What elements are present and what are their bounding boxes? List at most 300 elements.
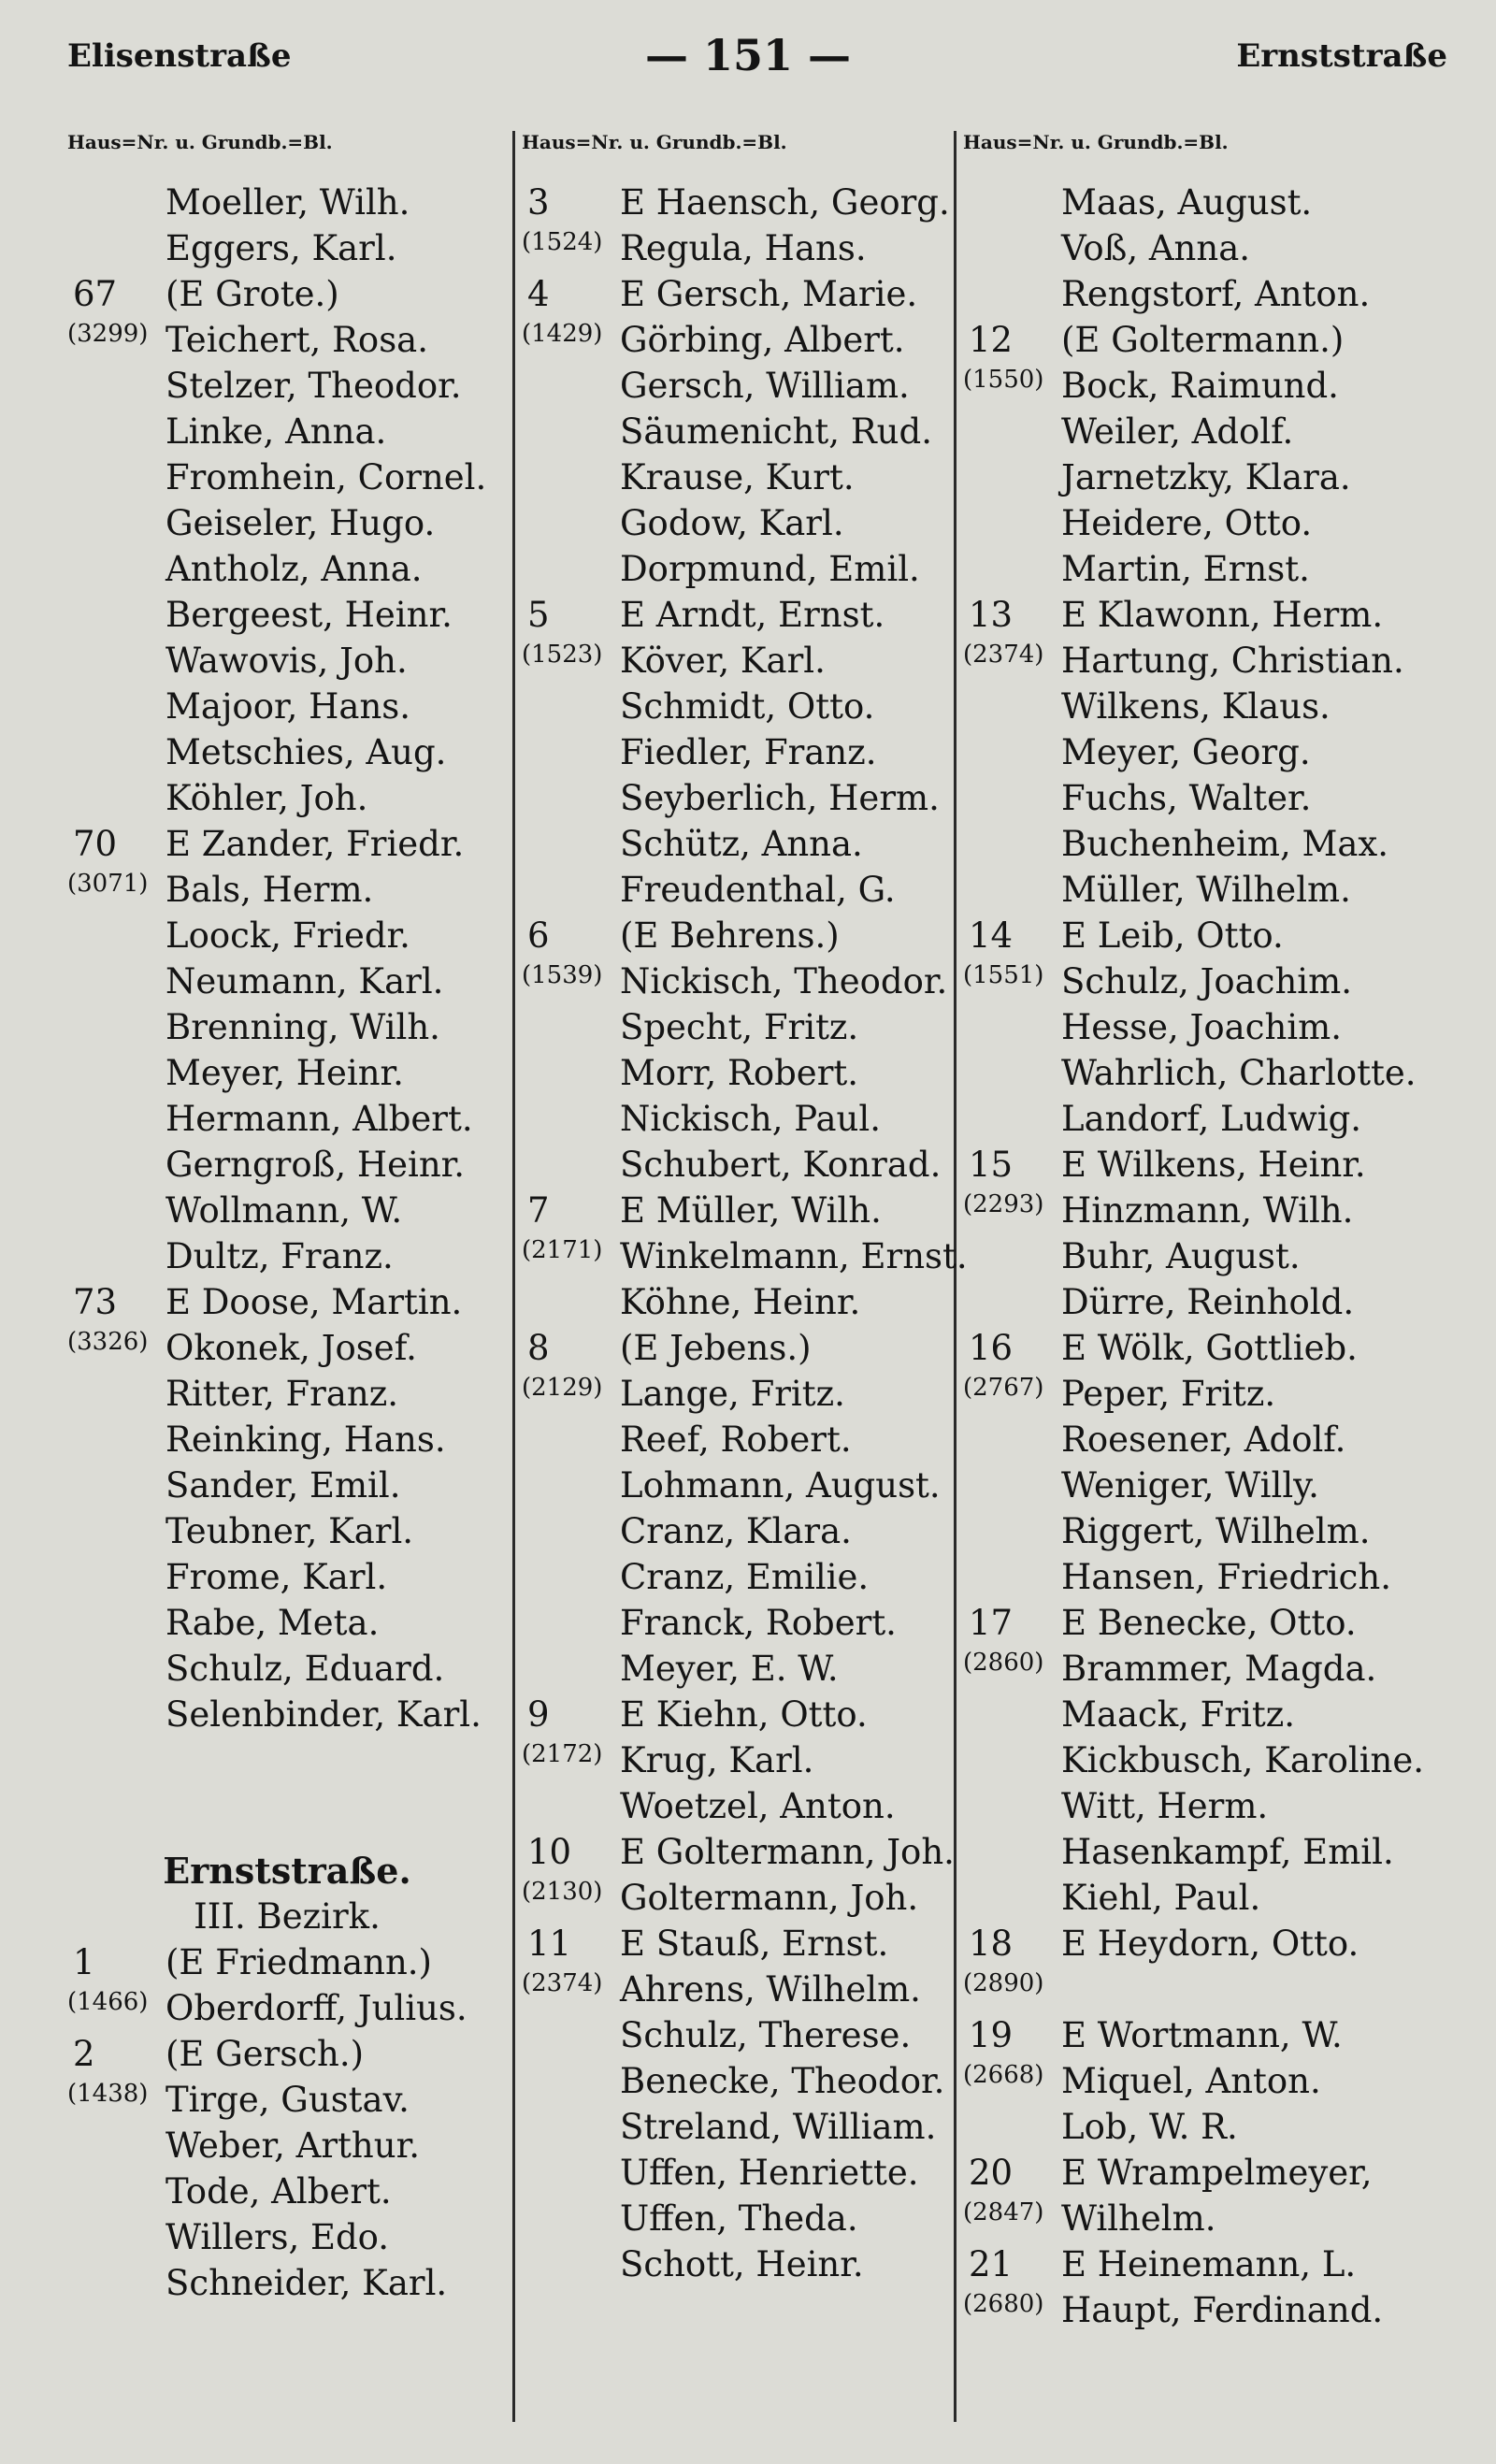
directory-entry — [963, 1279, 1459, 1325]
directory-entry — [67, 729, 507, 775]
resident-name: Müller, Wilhelm. — [1061, 870, 1351, 910]
entry-list — [67, 180, 507, 1737]
resident-name: Schütz, Anna. — [620, 824, 863, 864]
directory-entry — [522, 271, 961, 317]
directory-entry — [963, 1233, 1459, 1279]
resident-name: Maack, Fritz. — [1061, 1694, 1295, 1735]
house-number: 16 — [969, 1328, 1014, 1368]
directory-entry — [67, 1554, 507, 1600]
directory-entry — [963, 1188, 1459, 1233]
running-head-left: Elisenstraße — [67, 37, 292, 75]
land-register-number: (1466) — [67, 1988, 149, 2016]
resident-name: Rengstorf, Anton. — [1061, 274, 1371, 314]
directory-entry — [963, 592, 1459, 638]
directory-entry — [522, 1875, 961, 1921]
directory-entry — [963, 2058, 1459, 2104]
house-number: 17 — [969, 1603, 1014, 1643]
resident-name: Teubner, Karl. — [165, 1511, 414, 1551]
resident-name: Teichert, Rosa. — [165, 320, 429, 360]
directory-entry — [963, 1829, 1459, 1875]
resident-name: Dultz, Franz. — [165, 1236, 394, 1276]
directory-entry — [67, 684, 507, 729]
directory-entry — [522, 1600, 961, 1646]
directory-entry — [522, 1737, 961, 1783]
land-register-number: (2130) — [522, 1878, 603, 1906]
resident-name: Lob, W. R. — [1061, 2107, 1238, 2147]
resident-name: Roesener, Adolf. — [1061, 1419, 1346, 1460]
house-number: 9 — [527, 1694, 550, 1735]
directory-entry — [522, 1692, 961, 1737]
house-number: 20 — [969, 2153, 1014, 2193]
directory-entry — [67, 821, 507, 867]
resident-name: (E Gersch.) — [165, 2034, 365, 2074]
directory-entry — [522, 1646, 961, 1692]
land-register-number: (2680) — [963, 2290, 1044, 2318]
directory-entry — [522, 1233, 968, 1279]
directory-entry — [522, 180, 961, 225]
resident-name: Uffen, Henriette. — [620, 2153, 919, 2193]
section-title: Ernststraße. — [163, 1850, 411, 1892]
resident-name: Gersch, William. — [620, 366, 910, 406]
resident-name: (E Goltermann.) — [1061, 320, 1345, 360]
directory-entry — [963, 271, 1459, 317]
resident-name: E Doose, Martin. — [165, 1282, 463, 1322]
directory-entry — [963, 684, 1459, 729]
directory-entry — [67, 775, 507, 821]
land-register-number: (3299) — [67, 320, 149, 348]
directory-entry — [67, 913, 507, 958]
directory-entry — [67, 2169, 507, 2214]
resident-name: Ahrens, Wilhelm. — [620, 1969, 921, 2010]
running-head-right: Ernststraße — [1236, 37, 1447, 75]
resident-name: Reef, Robert. — [620, 1419, 852, 1460]
directory-entry — [963, 1921, 1459, 1967]
resident-name: Schneider, Karl. — [165, 2263, 448, 2303]
land-register-number: (1551) — [963, 961, 1044, 989]
resident-name: Selenbinder, Karl. — [165, 1694, 482, 1735]
land-register-number: (3071) — [67, 870, 149, 898]
directory-entry — [67, 409, 507, 454]
directory-entry — [522, 1829, 961, 1875]
resident-name: Dorpmund, Emil. — [620, 549, 920, 589]
resident-name: Riggert, Wilhelm. — [1061, 1511, 1371, 1551]
resident-name: Stelzer, Theodor. — [165, 366, 462, 406]
resident-name: Meyer, Georg. — [1061, 732, 1311, 772]
directory-entry — [963, 821, 1459, 867]
resident-name: Oberdorff, Julius. — [165, 1988, 468, 2028]
resident-name: E Stauß, Ernst. — [620, 1924, 889, 1964]
resident-name: Eggers, Karl. — [165, 228, 397, 268]
resident-name: Miquel, Anton. — [1061, 2061, 1321, 2101]
house-number: 3 — [527, 182, 550, 223]
directory-entry — [522, 1279, 961, 1325]
resident-name: Tode, Albert. — [165, 2171, 392, 2212]
directory-entry — [522, 1783, 961, 1829]
resident-name: Witt, Herm. — [1061, 1786, 1269, 1826]
directory-entry — [963, 867, 1459, 913]
resident-name: Schubert, Konrad. — [620, 1145, 942, 1185]
land-register-number: (1429) — [522, 320, 603, 348]
directory-entry — [522, 1967, 961, 2012]
directory-entry — [963, 546, 1459, 592]
directory-entry — [522, 1463, 961, 1508]
resident-name: Buhr, August. — [1061, 1236, 1301, 1276]
resident-name: Rabe, Meta. — [165, 1603, 380, 1643]
directory-entry — [963, 2150, 1459, 2196]
resident-name: Dürre, Reinhold. — [1061, 1282, 1355, 1322]
directory-entry — [522, 638, 961, 684]
land-register-number: (2767) — [963, 1374, 1044, 1402]
directory-entry — [522, 2241, 961, 2287]
directory-entry — [963, 1325, 1459, 1371]
house-number: 15 — [969, 1145, 1014, 1185]
resident-name: Goltermann, Joh. — [620, 1878, 919, 1918]
resident-name: Kickbusch, Karoline. — [1061, 1740, 1425, 1780]
directory-entry — [963, 1967, 1459, 2012]
directory-entry — [963, 775, 1459, 821]
house-number: 11 — [527, 1924, 572, 1964]
land-register-number: (1438) — [67, 2080, 149, 2108]
directory-entry — [522, 2058, 961, 2104]
directory-entry — [67, 271, 507, 317]
directory-entry — [67, 1985, 507, 2031]
directory-entry — [963, 1371, 1459, 1417]
resident-name: Gerngroß, Heinr. — [165, 1145, 466, 1185]
resident-name: Okonek, Josef. — [165, 1328, 417, 1368]
resident-name: Hinzmann, Wilh. — [1061, 1190, 1354, 1231]
directory-entry — [522, 1417, 961, 1463]
directory-entry — [963, 729, 1459, 775]
directory-entry — [67, 1508, 507, 1554]
land-register-number: (2890) — [963, 1969, 1044, 1997]
directory-entry — [67, 1463, 507, 1508]
resident-name: E Kiehn, Otto. — [620, 1694, 868, 1735]
resident-name: Wahrlich, Charlotte. — [1061, 1053, 1417, 1093]
directory-entry — [67, 638, 507, 684]
resident-name: Görbing, Albert. — [620, 320, 905, 360]
column-1 — [67, 131, 507, 2306]
directory-entry — [963, 454, 1459, 500]
directory-entry — [67, 1004, 507, 1050]
directory-entry — [67, 454, 507, 500]
resident-name: Weniger, Willy. — [1061, 1465, 1319, 1506]
resident-name: E Wölk, Gottlieb. — [1061, 1328, 1358, 1368]
resident-name: Regula, Hans. — [620, 228, 867, 268]
resident-name: Streland, William. — [620, 2107, 937, 2147]
directory-entry — [522, 821, 961, 867]
house-number: 7 — [527, 1190, 550, 1231]
directory-entry — [522, 546, 961, 592]
directory-entry — [963, 2012, 1459, 2058]
directory-entry — [963, 1050, 1459, 1096]
resident-name: Moeller, Wilh. — [165, 182, 410, 223]
page-number: — 151 — — [644, 30, 852, 80]
resident-name: Schulz, Eduard. — [165, 1649, 445, 1689]
resident-name: Schulz, Joachim. — [1061, 961, 1352, 1001]
directory-entry — [67, 1646, 507, 1692]
directory-entry — [963, 1004, 1459, 1050]
directory-entry — [963, 363, 1459, 409]
directory-entry — [963, 1737, 1459, 1783]
directory-entry — [522, 500, 961, 546]
resident-name: Krause, Kurt. — [620, 457, 855, 497]
resident-name: Ritter, Franz. — [165, 1374, 398, 1414]
resident-name: Wollmann, W. — [165, 1190, 403, 1231]
resident-name: Nickisch, Theodor. — [620, 961, 948, 1001]
resident-name: Hasenkampf, Emil. — [1061, 1832, 1394, 1872]
house-number: 14 — [969, 915, 1014, 956]
resident-name: Brenning, Wilh. — [165, 1007, 440, 1047]
directory-entry — [963, 409, 1459, 454]
directory-entry — [963, 1096, 1459, 1142]
resident-name: Hermann, Albert. — [165, 1099, 473, 1139]
resident-name: Säumenicht, Rud. — [620, 411, 932, 452]
resident-name: Nickisch, Paul. — [620, 1099, 881, 1139]
directory-entry — [963, 913, 1459, 958]
resident-name: Jarnetzky, Klara. — [1061, 457, 1351, 497]
directory-entry — [963, 2104, 1459, 2150]
resident-name: E Müller, Wilh. — [620, 1190, 882, 1231]
directory-entry — [522, 1508, 961, 1554]
directory-entry — [963, 1646, 1459, 1692]
directory-entry — [963, 1554, 1459, 1600]
directory-entry — [522, 317, 961, 363]
directory-entry — [522, 775, 961, 821]
directory-entry — [67, 1417, 507, 1463]
directory-entry — [67, 1692, 507, 1737]
directory-entry — [67, 1325, 507, 1371]
house-number: 2 — [73, 2034, 95, 2074]
directory-entry — [963, 1463, 1459, 1508]
directory-entry — [67, 1233, 507, 1279]
land-register-number: (2860) — [963, 1649, 1044, 1677]
directory-entry — [963, 638, 1459, 684]
resident-name: Lohmann, August. — [620, 1465, 941, 1506]
resident-name: Bergeest, Heinr. — [165, 595, 453, 635]
land-register-number: (3326) — [67, 1328, 149, 1356]
directory-entry — [522, 729, 961, 775]
column-2 — [522, 131, 968, 2287]
resident-name: Geiseler, Hugo. — [165, 503, 436, 543]
directory-entry — [67, 2031, 507, 2077]
resident-name: E Wilkens, Heinr. — [1061, 1145, 1366, 1185]
resident-name: E Goltermann, Joh. — [620, 1832, 955, 1872]
column-3 — [963, 131, 1459, 2333]
resident-name: Schulz, Therese. — [620, 2015, 912, 2055]
resident-name: Wilkens, Klaus. — [1061, 686, 1331, 727]
house-number: 6 — [527, 915, 550, 956]
column-header: Haus=Nr. u. Grundb.=Bl. — [522, 131, 787, 153]
house-number: 70 — [73, 824, 118, 864]
resident-name: Krug, Karl. — [620, 1740, 814, 1780]
column-header: Haus=Nr. u. Grundb.=Bl. — [963, 131, 1229, 153]
directory-entry — [67, 1096, 507, 1142]
resident-name: Heidere, Otto. — [1061, 503, 1313, 543]
resident-name: Martin, Ernst. — [1061, 549, 1310, 589]
resident-name: Godow, Karl. — [620, 503, 844, 543]
house-number: 5 — [527, 595, 550, 635]
resident-name: Reinking, Hans. — [165, 1419, 446, 1460]
resident-name: Tirge, Gustav. — [165, 2080, 410, 2120]
resident-name: Weiler, Adolf. — [1061, 411, 1294, 452]
directory-entry — [522, 2196, 961, 2241]
directory-entry — [67, 1050, 507, 1096]
resident-name: Wawovis, Joh. — [165, 641, 408, 681]
section-gap — [67, 1737, 507, 1848]
land-register-number: (2374) — [522, 1969, 603, 1997]
directory-entry — [522, 592, 961, 638]
resident-name: Schott, Heinr. — [620, 2244, 864, 2284]
resident-name: Köhne, Heinr. — [620, 1282, 861, 1322]
house-number: 67 — [73, 274, 118, 314]
land-register-number: (2668) — [963, 2061, 1044, 2089]
resident-name: Meyer, E. W. — [620, 1649, 839, 1689]
directory-entry — [67, 2214, 507, 2260]
directory-entry — [522, 1554, 961, 1600]
resident-name: Cranz, Emilie. — [620, 1557, 870, 1597]
land-register-number: (2172) — [522, 1740, 603, 1768]
directory-entry — [963, 1600, 1459, 1646]
resident-name: Willers, Edo. — [165, 2217, 390, 2257]
resident-name: Wilhelm. — [1061, 2198, 1216, 2239]
directory-entry — [67, 2260, 507, 2306]
house-number: 73 — [73, 1282, 118, 1322]
directory-entry — [522, 684, 961, 729]
house-number: 10 — [527, 1832, 572, 1872]
directory-entry — [963, 1783, 1459, 1829]
directory-entry — [67, 958, 507, 1004]
resident-name: Bals, Herm. — [165, 870, 374, 910]
land-register-number: (1523) — [522, 641, 603, 669]
resident-name: Metschies, Aug. — [165, 732, 447, 772]
directory-entry — [522, 1921, 961, 1967]
resident-name: E Klawonn, Herm. — [1061, 595, 1384, 635]
directory-entry — [963, 1142, 1459, 1188]
resident-name: Fiedler, Franz. — [620, 732, 877, 772]
directory-entry — [67, 1279, 507, 1325]
resident-name: Specht, Fritz. — [620, 1007, 859, 1047]
directory-entry — [67, 317, 507, 363]
resident-name: E Haensch, Georg. — [620, 182, 950, 223]
directory-entry — [963, 317, 1459, 363]
resident-name: Majoor, Hans. — [165, 686, 411, 727]
directory-entry — [67, 1939, 507, 1985]
directory-entry — [522, 1050, 961, 1096]
resident-name: E Wortmann, W. — [1061, 2015, 1343, 2055]
land-register-number: (2293) — [963, 1190, 1044, 1218]
resident-name: Maas, August. — [1061, 182, 1313, 223]
directory-entry — [963, 2196, 1459, 2241]
directory-entry — [963, 180, 1459, 225]
resident-name: Hesse, Joachim. — [1061, 1007, 1342, 1047]
directory-entry — [522, 409, 961, 454]
directory-entry — [522, 958, 961, 1004]
land-register-number: (1524) — [522, 228, 603, 256]
resident-name: Voß, Anna. — [1061, 228, 1251, 268]
resident-name: (E Grote.) — [165, 274, 339, 314]
resident-name: E Zander, Friedr. — [165, 824, 465, 864]
directory-entry — [67, 180, 507, 225]
resident-name: (E Friedmann.) — [165, 1942, 432, 1982]
resident-name: Meyer, Heinr. — [165, 1053, 404, 1093]
resident-name: Weber, Arthur. — [165, 2125, 420, 2166]
resident-name: Uffen, Theda. — [620, 2198, 858, 2239]
house-number: 19 — [969, 2015, 1014, 2055]
directory-entry — [963, 225, 1459, 271]
land-register-number: (2847) — [963, 2198, 1044, 2226]
resident-name: Frome, Karl. — [165, 1557, 388, 1597]
directory-entry — [67, 2077, 507, 2123]
resident-name: E Gersch, Marie. — [620, 274, 918, 314]
resident-name: Woetzel, Anton. — [620, 1786, 896, 1826]
directory-entry — [522, 1142, 961, 1188]
resident-name: E Leib, Otto. — [1061, 915, 1284, 956]
directory-entry — [963, 500, 1459, 546]
directory-entry — [522, 454, 961, 500]
resident-name: Franck, Robert. — [620, 1603, 897, 1643]
resident-name: Antholz, Anna. — [165, 549, 423, 589]
resident-name: Fuchs, Walter. — [1061, 778, 1312, 818]
directory-entry — [522, 1096, 961, 1142]
resident-name: Cranz, Klara. — [620, 1511, 852, 1551]
house-number: 8 — [527, 1328, 550, 1368]
directory-entry — [67, 1371, 507, 1417]
resident-name: Köver, Karl. — [620, 641, 826, 681]
house-number: 12 — [969, 320, 1014, 360]
land-register-number: (1550) — [963, 366, 1044, 394]
resident-name: Bock, Raimund. — [1061, 366, 1339, 406]
directory-entry — [522, 913, 961, 958]
resident-name: Morr, Robert. — [620, 1053, 859, 1093]
directory-entry — [522, 867, 961, 913]
resident-name: E Benecke, Otto. — [1061, 1603, 1357, 1643]
resident-name: Hartung, Christian. — [1061, 641, 1404, 681]
directory-entry — [522, 1325, 961, 1371]
resident-name: Seyberlich, Herm. — [620, 778, 940, 818]
directory-entry — [522, 1004, 961, 1050]
resident-name: Köhler, Joh. — [165, 778, 368, 818]
resident-name: Freudenthal, G. — [620, 870, 896, 910]
resident-name: E Heydorn, Otto. — [1061, 1924, 1359, 1964]
directory-entry — [67, 546, 507, 592]
house-number: 4 — [527, 274, 550, 314]
resident-name: Hansen, Friedrich. — [1061, 1557, 1391, 1597]
column-header: Haus=Nr. u. Grundb.=Bl. — [67, 131, 333, 153]
directory-entry — [522, 2012, 961, 2058]
directory-entry — [963, 1417, 1459, 1463]
land-register-number: (2171) — [522, 1236, 603, 1264]
resident-name: Peper, Fritz. — [1061, 1374, 1276, 1414]
land-register-number: (2129) — [522, 1374, 603, 1402]
directory-entry — [67, 225, 507, 271]
resident-name: Winkelmann, Ernst. — [620, 1236, 968, 1276]
resident-name: Lange, Fritz. — [620, 1374, 845, 1414]
resident-name: Sander, Emil. — [165, 1465, 401, 1506]
resident-name: Loock, Friedr. — [165, 915, 410, 956]
land-register-number: (1539) — [522, 961, 603, 989]
directory-entry — [67, 363, 507, 409]
resident-name: E Heinemann, L. — [1061, 2244, 1357, 2284]
resident-name: Benecke, Theodor. — [620, 2061, 945, 2101]
directory-entry — [522, 2104, 961, 2150]
directory-entry — [522, 1188, 961, 1233]
land-register-number: (2374) — [963, 641, 1044, 669]
directory-entry — [67, 500, 507, 546]
directory-entry — [963, 958, 1459, 1004]
directory-entry — [963, 1508, 1459, 1554]
directory-entry — [67, 1188, 507, 1233]
directory-entry — [67, 867, 507, 913]
